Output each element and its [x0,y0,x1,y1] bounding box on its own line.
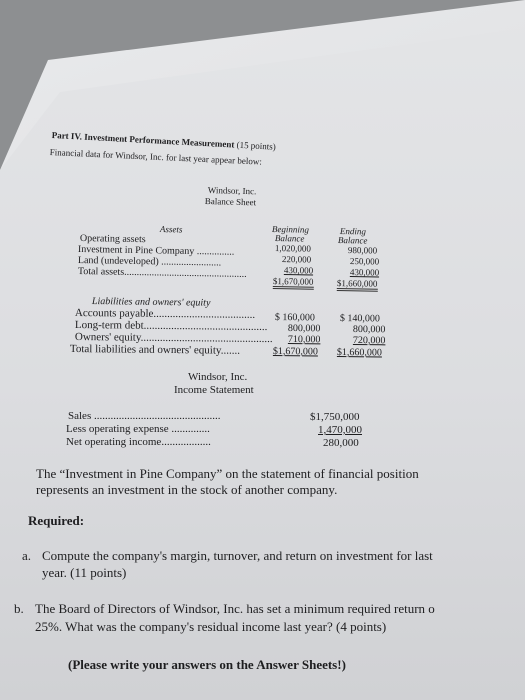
liab-row-label: Total liabilities and owners' equity....... [69,343,241,357]
asset-row-label: Operating assets [79,233,146,246]
liab-row-end: 720,000 [352,335,386,347]
question-b-line-1: The Board of Directors of Windsor, Inc. has set a minimum required return o [35,601,435,616]
asset-row-end: 980,000 [347,245,378,256]
note-line-2: represents an investment in the stock of another company. [36,482,338,497]
liab-row-begin: 710,000 [287,334,321,346]
asset-row-begin: 430,000 [283,265,314,276]
note-line-1: The “Investment in Pine Company” on the statement of financial position [36,466,419,481]
bs-title: Balance Sheet [204,196,257,208]
is-title: Income Statement [174,384,254,396]
col-begin-1: Beginning [271,224,309,235]
intro-text: Financial data for Windsor, Inc. for last year appear below: [49,147,263,167]
is-row-label: Less operating expense .............. [66,423,210,435]
assets-header: Assets [159,224,183,235]
is-row-value: $1,750,000 [310,411,360,423]
is-row-label: Net operating income.................. [66,436,211,448]
liab-row-label: Long-term debt............................................. [74,319,268,334]
asset-row-begin: $1,670,000 [273,276,314,290]
liab-row-begin: 800,000 [287,323,321,335]
liab-row-end: $ 140,000 [339,313,380,325]
is-row-label: Sales .............................................. [68,410,221,422]
question-b-marker: b. [14,601,24,616]
col-end-2: Balance [337,235,368,246]
liab-row-label: Accounts payable..................................... [74,307,256,321]
question-a-line-1: Compute the company's margin, turnover, and return on investment for last [42,548,433,563]
col-end-1: Ending [339,226,366,237]
asset-row-end: 250,000 [349,256,380,267]
liab-header: Liabilities and owners' equity [91,296,211,309]
asset-row-end: 430,000 [349,267,380,278]
asset-row-begin: 220,000 [281,254,312,265]
liab-row-end: 800,000 [352,324,386,336]
question-a-marker: a. [22,548,32,563]
question-a-line-2: year. (11 points) [42,565,127,580]
part-title-text: Part IV. Investment Performance Measurement [51,130,235,150]
asset-row-begin: 1,020,000 [274,243,311,254]
points-label: (15 points) [236,139,277,152]
footer-instruction: (Please write your answers on the Answer Sheets!) [68,657,346,672]
liab-row-label: Owners' equity................................................ [74,331,273,346]
asset-row-label: Investment in Pine Company ............... [77,244,235,258]
is-row-value: 280,000 [323,437,359,449]
required-heading: Required: [28,513,85,528]
asset-row-label: Total assets................................................. [77,266,247,280]
liab-row-end: $1,660,000 [336,347,382,359]
is-company: Windsor, Inc. [188,371,248,383]
question-b-line-2: 25%. What was the company's residual income last year? (4 points) [35,619,387,634]
asset-row-end: $1,660,000 [337,278,378,292]
is-row-value: 1,470,000 [318,424,362,436]
liab-row-begin: $ 160,000 [274,312,315,324]
liab-row-begin: $1,670,000 [272,346,318,358]
asset-row-label: Land (undeveloped) ........................ [77,255,222,269]
bs-company: Windsor, Inc. [207,185,257,197]
col-begin-2: Balance [274,233,305,244]
